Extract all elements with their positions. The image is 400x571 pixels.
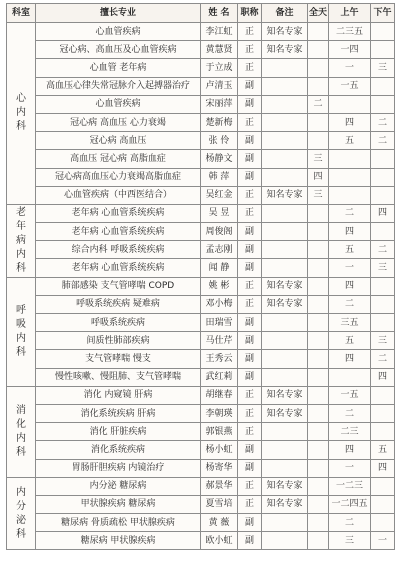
note-cell: 知名专家 [262,277,308,295]
doctor-name-cell: 欧小虹 [201,532,238,550]
table-row [7,423,395,441]
note-cell [262,350,308,368]
note-cell [262,514,308,532]
pm-cell [371,186,395,204]
am-cell [329,368,371,386]
full-day-cell [308,404,329,422]
pm-cell [371,314,395,332]
department-cell [7,386,36,477]
table-row [7,368,395,386]
full-day-cell [308,350,329,368]
note-cell [262,441,308,459]
table-row [7,223,395,241]
note-cell [262,368,308,386]
specialty-cell: 甲状腺疾病 糖尿病 [36,495,201,513]
specialty-cell: 高血压心律失常冠脉介入起搏器治疗 [36,77,201,95]
doctor-name-cell: 吴 昱 [201,204,238,222]
full-day-cell [308,423,329,441]
title-cell: 正 [238,113,262,131]
title-cell: 正 [238,423,262,441]
doctor-name-cell: 黄慧贤 [201,41,238,59]
note-cell [262,423,308,441]
title-cell: 副 [238,532,262,550]
note-cell [262,459,308,477]
doctor-name-cell: 吴红金 [201,186,238,204]
am-cell [329,168,371,186]
note-cell [262,77,308,95]
note-cell: 知名专家 [262,495,308,513]
header-name: 姓 名 [201,4,238,23]
department-label: 消化内科 [16,404,26,458]
title-cell: 副 [238,441,262,459]
doctor-name-cell: 郝景华 [201,477,238,495]
doctor-name-cell: 黄 薇 [201,514,238,532]
specialty-cell: 冠心病高血压心力衰竭高脂血症 [36,168,201,186]
note-cell [262,150,308,168]
am-cell: 二 [329,514,371,532]
title-cell: 正 [238,59,262,77]
pm-cell: 三 [371,59,395,77]
pm-cell [371,477,395,495]
pm-cell [371,404,395,422]
am-cell: 二 [329,295,371,313]
pm-cell: 四 [371,459,395,477]
table-row [7,386,395,404]
title-cell: 正 [238,41,262,59]
am-cell: 一二四五 [329,495,371,513]
doctor-name-cell: 武红莉 [201,368,238,386]
am-cell: 五 [329,132,371,150]
note-cell [262,132,308,150]
note-cell [262,259,308,277]
table-row [7,259,395,277]
doctor-name-cell: 姚 彬 [201,277,238,295]
am-cell: 一四 [329,41,371,59]
pm-cell [371,277,395,295]
note-cell: 知名专家 [262,41,308,59]
am-cell: 一二三 [329,477,371,495]
table-row [7,95,395,113]
table-row [7,295,395,313]
pm-cell: 二 [371,350,395,368]
specialty-cell: 冠心病、高血压及心血管疾病 [36,41,201,59]
specialty-cell: 高血压 冠心病 高脂血症 [36,150,201,168]
specialty-cell: 内分泌 糖尿病 [36,477,201,495]
doctor-name-cell: 张 伶 [201,132,238,150]
specialty-cell: 糖尿病 甲状腺疾病 [36,532,201,550]
note-cell [262,532,308,550]
doctor-name-cell: 马仕芹 [201,332,238,350]
full-day-cell [308,241,329,259]
pm-cell: 二 [371,113,395,131]
pm-cell [371,168,395,186]
specialty-cell: 支气管哮喘 慢支 [36,350,201,368]
doctor-name-cell: 杨小虹 [201,441,238,459]
note-cell: 知名专家 [262,23,308,41]
am-cell [329,186,371,204]
note-cell [262,332,308,350]
pm-cell [371,514,395,532]
table-row [7,168,395,186]
specialty-cell: 消化 内窥镜 肝病 [36,386,201,404]
note-cell [262,59,308,77]
full-day-cell [308,41,329,59]
note-cell [262,95,308,113]
full-day-cell [308,59,329,77]
table-row [7,332,395,350]
pm-cell [371,495,395,513]
pm-cell [371,41,395,59]
title-cell: 副 [238,150,262,168]
department-cell [7,204,36,277]
full-day-cell [308,459,329,477]
full-day-cell [308,204,329,222]
table-row [7,404,395,422]
title-cell: 正 [238,277,262,295]
specialty-cell: 呼吸系统疾病 疑难病 [36,295,201,313]
full-day-cell [308,495,329,513]
title-cell: 副 [238,77,262,95]
specialty-cell: 消化系统疾病 肝病 [36,404,201,422]
am-cell: 二三五 [329,23,371,41]
title-cell: 正 [238,295,262,313]
department-label: 呼吸内科 [16,304,26,358]
specialty-cell: 间质性肺部疾病 [36,332,201,350]
am-cell: 二三 [329,423,371,441]
full-day-cell [308,223,329,241]
am-cell: 一五 [329,386,371,404]
note-cell: 知名专家 [262,404,308,422]
header-full-day: 全天 [308,4,329,23]
full-day-cell [308,295,329,313]
full-day-cell [308,441,329,459]
pm-cell: 三 [371,332,395,350]
title-cell: 正 [238,23,262,41]
am-cell: 四 [329,350,371,368]
title-cell: 副 [238,223,262,241]
am-cell: 一 [329,259,371,277]
doctor-name-cell: 杨寄华 [201,459,238,477]
full-day-cell [308,368,329,386]
specialty-cell: 老年病 心血管系统疾病 [36,259,201,277]
full-day-cell [308,23,329,41]
am-cell: 一五 [329,77,371,95]
doctor-name-cell: 杨静文 [201,150,238,168]
department-label: 内分泌科 [16,486,26,540]
department-label: 心内科 [16,93,26,133]
table-row [7,241,395,259]
specialty-cell: 慢性咳嗽、慢阻肺、支气管哮喘 [36,368,201,386]
table-row [7,77,395,95]
table-row [7,495,395,513]
pm-cell [371,23,395,41]
title-cell: 副 [238,514,262,532]
full-day-cell [308,77,329,95]
specialty-cell: 胃肠肝胆疾病 内镜治疗 [36,459,201,477]
department-cell [7,477,36,550]
title-cell: 副 [238,132,262,150]
specialty-cell: 心血管疾病（中西医结合） [36,186,201,204]
table-row [7,59,395,77]
full-day-cell [308,277,329,295]
doctor-name-cell: 周俊阁 [201,223,238,241]
header-dept: 科室 [7,4,36,23]
am-cell [329,95,371,113]
pm-cell: 三 [371,259,395,277]
doctor-name-cell: 孟志刚 [201,241,238,259]
note-cell: 知名专家 [262,386,308,404]
header-row [7,4,395,23]
am-cell: 一 [329,459,371,477]
note-cell: 知名专家 [262,477,308,495]
am-cell [329,150,371,168]
am-cell: 四 [329,277,371,295]
header-specialty: 擅长专业 [36,4,201,23]
header-note: 备注 [262,4,308,23]
title-cell: 正 [238,404,262,422]
specialty-cell: 老年病 心血管系统疾病 [36,204,201,222]
doctor-name-cell: 田瑞雪 [201,314,238,332]
note-cell [262,241,308,259]
table-row [7,132,395,150]
pm-cell: 一 [371,532,395,550]
specialty-cell: 老年病 心血管系统疾病 [36,223,201,241]
note-cell: 知名专家 [262,295,308,313]
title-cell: 副 [238,459,262,477]
table-row [7,459,395,477]
table-row [7,41,395,59]
full-day-cell [308,113,329,131]
doctor-name-cell: 王秀云 [201,350,238,368]
am-cell: 四 [329,441,371,459]
note-cell [262,314,308,332]
am-cell: 三 [329,532,371,550]
table-row [7,477,395,495]
specialty-cell: 心血管疾病 [36,23,201,41]
doctor-name-cell: 楚新梅 [201,113,238,131]
doctor-name-cell: 于立成 [201,59,238,77]
title-cell: 正 [238,186,262,204]
header-am: 上午 [329,4,371,23]
pm-cell [371,95,395,113]
am-cell: 五 [329,241,371,259]
note-cell: 知名专家 [262,186,308,204]
pm-cell: 五 [371,441,395,459]
pm-cell: 四 [371,204,395,222]
full-day-cell: 三 [308,150,329,168]
table-row [7,532,395,550]
table-row [7,23,395,41]
title-cell: 副 [238,332,262,350]
doctor-name-cell: 李朝瑛 [201,404,238,422]
full-day-cell [308,132,329,150]
header-pm: 下午 [371,4,395,23]
specialty-cell: 心血管疾病 [36,95,201,113]
table-row [7,277,395,295]
doctor-name-cell: 邓小梅 [201,295,238,313]
am-cell: 四 [329,223,371,241]
department-cell [7,277,36,386]
pm-cell: 二 [371,241,395,259]
full-day-cell [308,314,329,332]
pm-cell [371,423,395,441]
pm-cell [371,77,395,95]
doctor-name-cell: 李江虹 [201,23,238,41]
title-cell: 正 [238,495,262,513]
title-cell: 副 [238,350,262,368]
am-cell: 二 [329,404,371,422]
specialty-cell: 消化系统疾病 [36,441,201,459]
specialty-cell: 冠心病 高血压 [36,132,201,150]
note-cell [262,113,308,131]
pm-cell [371,386,395,404]
clinic-schedule-table [6,3,395,550]
am-cell: 四 [329,113,371,131]
full-day-cell: 二 [308,95,329,113]
note-cell [262,204,308,222]
department-label: 老年病内科 [16,206,26,274]
pm-cell [371,223,395,241]
table-row [7,113,395,131]
title-cell: 副 [238,241,262,259]
table-header [7,4,395,23]
table-body [7,23,395,550]
full-day-cell [308,259,329,277]
doctor-name-cell: 卢清玉 [201,77,238,95]
note-cell [262,223,308,241]
am-cell: 一 [329,59,371,77]
doctor-name-cell: 郭银燕 [201,423,238,441]
table-row [7,204,395,222]
full-day-cell [308,514,329,532]
am-cell: 五 [329,332,371,350]
doctor-name-cell: 闻 静 [201,259,238,277]
title-cell: 正 [238,477,262,495]
title-cell: 副 [238,259,262,277]
title-cell: 副 [238,368,262,386]
table-row [7,314,395,332]
table-row [7,186,395,204]
table-row [7,514,395,532]
table-row [7,150,395,168]
specialty-cell: 冠心病 高血压 心力衰竭 [36,113,201,131]
specialty-cell: 消化 肝脏疾病 [36,423,201,441]
full-day-cell [308,477,329,495]
note-cell [262,168,308,186]
doctor-name-cell: 胡继春 [201,386,238,404]
pm-cell: 二 [371,132,395,150]
doctor-name-cell: 夏雪培 [201,495,238,513]
title-cell: 正 [238,204,262,222]
doctor-name-cell: 宋丽萍 [201,95,238,113]
am-cell: 二 [329,204,371,222]
table-row [7,350,395,368]
pm-cell [371,295,395,313]
specialty-cell: 综合内科 呼吸系统疾病 [36,241,201,259]
full-day-cell: 三 [308,186,329,204]
table-row [7,441,395,459]
header-title: 职称 [238,4,262,23]
department-cell [7,23,36,205]
pm-cell [371,150,395,168]
specialty-cell: 糖尿病 骨质疏松 甲状腺疾病 [36,514,201,532]
title-cell: 副 [238,168,262,186]
title-cell: 正 [238,386,262,404]
pm-cell: 四 [371,368,395,386]
doctor-name-cell: 韩 萍 [201,168,238,186]
title-cell: 副 [238,95,262,113]
full-day-cell [308,532,329,550]
full-day-cell [308,386,329,404]
specialty-cell: 呼吸系统疾病 [36,314,201,332]
title-cell: 副 [238,314,262,332]
specialty-cell: 肺部感染 支气管哮喘 COPD [36,277,201,295]
full-day-cell [308,332,329,350]
specialty-cell: 心血管 老年病 [36,59,201,77]
am-cell: 三五 [329,314,371,332]
full-day-cell: 四 [308,168,329,186]
